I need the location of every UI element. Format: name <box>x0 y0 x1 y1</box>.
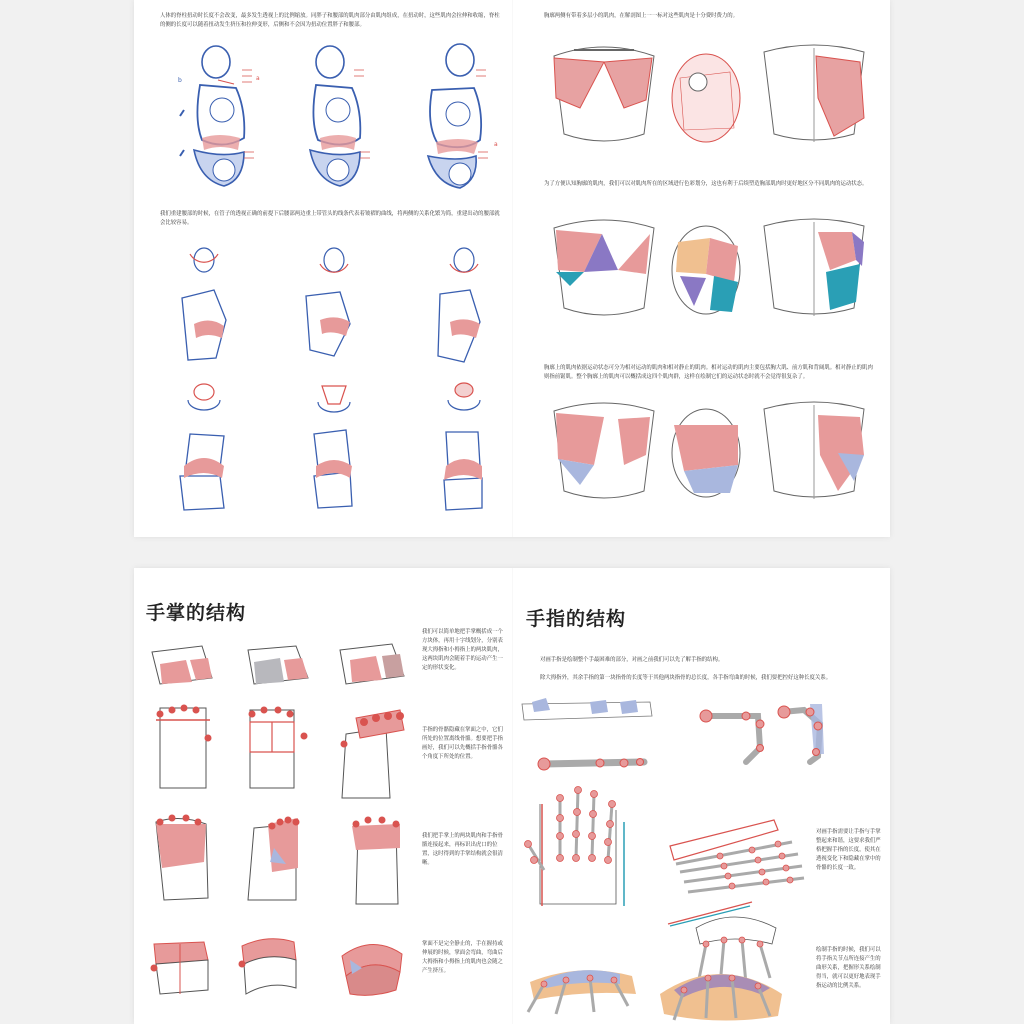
palm-block-1 <box>152 646 212 684</box>
ribcage-side-1 <box>672 54 740 142</box>
ribcage-back-3 <box>764 402 864 499</box>
finger-perspective-paragraph: 对画手指需要让手指与手掌整起来和谐，这要求我们严格把握手指的长度，使其在透视变化下和隐藏在掌中的骨骼的长度一致。 <box>816 829 881 871</box>
waist-rotation-icon-6 <box>448 383 480 410</box>
waist-box-6 <box>444 432 482 510</box>
palm-bend-paragraph: 掌面不是完全静止的，手在握持或伸展的时候，掌面会弯曲，弯曲后大拇指和小拇指上的肌肉也会随之产生挤压。 <box>422 941 503 974</box>
finger-arch-2 <box>660 974 782 1021</box>
finger-bones-paragraph: 手指的骨骼隐藏在掌面之中，它们所处的位置离线骨骼。想要把手指画好，我们可以先概括手指骨骼各个角度下所处的位置。 <box>422 727 503 760</box>
palm-connected-1 <box>156 815 208 901</box>
finger-curve-paragraph: 绘制手指的时候，我们可以将手指关节点所连接产生的曲形关系，把握形关系绘制得当，就可以更好地表现手指运动的比例关系。 <box>816 947 881 989</box>
finger-bent-2 <box>778 704 824 762</box>
waist-block-grid <box>164 240 504 520</box>
torso-twist-figure-3 <box>414 40 504 190</box>
hand-skeleton-perspective <box>670 820 804 892</box>
hand-bones-3 <box>341 710 405 798</box>
hand-skeleton-down <box>668 902 776 986</box>
ribcage-side-3 <box>672 409 740 497</box>
hand-skeleton-front <box>525 787 625 907</box>
ribcage-back-2 <box>764 219 864 316</box>
finger-side-straight <box>522 698 652 720</box>
waist-box-2 <box>306 292 350 356</box>
palm-connected-2 <box>248 817 300 901</box>
finger-joints-straight <box>538 758 644 770</box>
palm-bend-1 <box>151 942 209 994</box>
ribcage-muscles-paragraph: 胸廓两侧有带着多层小的肌肉，在解剖图上一一标对这些肌肉是十分费时费力的。 <box>544 13 739 19</box>
label-b: b <box>178 77 182 84</box>
ribcage-side-2 <box>672 226 740 314</box>
ribcage-front-2 <box>554 220 654 315</box>
waist-box-4 <box>180 434 224 510</box>
waist-rotation-icon-1 <box>190 248 218 272</box>
ribcage-front-1 <box>554 47 654 141</box>
waist-box-5 <box>314 430 352 508</box>
hand-bones-1 <box>156 705 212 789</box>
waist-rotation-icon-5 <box>318 386 350 412</box>
palm-bend-3 <box>342 944 402 995</box>
waist-rotation-icon-2 <box>320 248 348 272</box>
ribcage-anatomy-row-1 <box>534 38 884 148</box>
palm-connected-3 <box>352 817 400 905</box>
bottom-spread <box>134 568 890 1024</box>
spread-gutter <box>512 0 513 537</box>
finger-bent-1 <box>700 710 764 762</box>
finger-arch-1 <box>528 970 636 1014</box>
top-spread <box>134 0 890 537</box>
finger-length-paragraph: 除大拇指外，其余手指的第一块指骨的长度等于其他两块指骨的总长度，各手指弯曲的时候，我们要把控好这种长度关系。 <box>540 675 832 681</box>
finger-structure-title: 手指的结构 <box>526 608 627 630</box>
waist-rebuild-paragraph: 我们重建腰部的时候，在管子的透视正确的前提下后腰部两边重上带管头的线条代表着皱褶的曲线，将两侧的关系化繁为简，重建出动的腰部就会比较容易。 <box>160 211 500 226</box>
palm-bend-2 <box>239 939 297 994</box>
palm-block-paragraph: 我们可以简单地把手掌概括成一个方块体，再用十字线划分，分别表现大拇指和小拇指上的两块肌肉，这两块肌肉会随着手的运动产生一定的形状变化。 <box>422 629 503 671</box>
palm-figures <box>146 638 416 1018</box>
ribcage-front-3 <box>554 403 654 498</box>
ribcage-back-1 <box>764 45 864 142</box>
waist-rotation-icon-3 <box>450 248 478 272</box>
palm-structure-title: 手掌的结构 <box>146 602 247 624</box>
label-a: a <box>256 75 260 82</box>
waist-box-1 <box>182 290 226 360</box>
ribcage-color-row-2 <box>534 212 884 322</box>
torso-twist-figure-1 <box>174 40 264 190</box>
palm-block-2 <box>248 646 308 684</box>
torso-twist-paragraph: 人体的脊柱扭动时长度不会改变，最多发生透视上的比例缩放。同胖子和腰部的肌肉部分由肌肉组成，在扭动时，这些肌肉会拉伸和收缩，脊柱的侧的长度可以随着扭动发生挤压和拉伸变形，后侧和不会因为扭动位置胖子和腰部。 <box>160 13 500 28</box>
finger-figures <box>520 694 820 1024</box>
label-a-2: a <box>494 141 498 148</box>
waist-rotation-icon-4 <box>188 384 220 410</box>
ribcage-motion-paragraph: 胸廓上的肌肉依据运动状态可分为相对运动的肌肉和相对静止的肌肉。相对运动的肌肉主要包括胸大肌、前方肌和背阔肌。相对静止的肌肉则指前锯肌。整个胸廓上的肌肉可以概括成这四个肌肉群，这样在绘制它们的运动状态时就不会觉得很复杂了。 <box>544 365 873 380</box>
ribcage-motion-row-3 <box>534 395 884 505</box>
hand-bones-2 <box>249 707 308 789</box>
palm-connect-paragraph: 我们把手掌上的两块肌肉和手指骨骼连接起来，再标识出虎口的位置，这时得到的手掌结构就会很清晰。 <box>422 833 503 866</box>
spread-gutter <box>512 568 513 1024</box>
finger-intro-paragraph: 对画手指是绘制整个手最困难的部分，对画之前我们可以先了解手指的结构。 <box>540 657 724 663</box>
torso-twist-figure-2 <box>294 40 384 190</box>
palm-block-3 <box>340 644 404 684</box>
waist-box-3 <box>438 290 480 362</box>
ribcage-color-paragraph: 为了方便认知胸廓的肌肉，我们可以对肌肉所在的区域进行色彩划分，这也有利于后续塑造胸部肌肉时更好地区分不同肌肉的运动状态。 <box>544 181 868 187</box>
